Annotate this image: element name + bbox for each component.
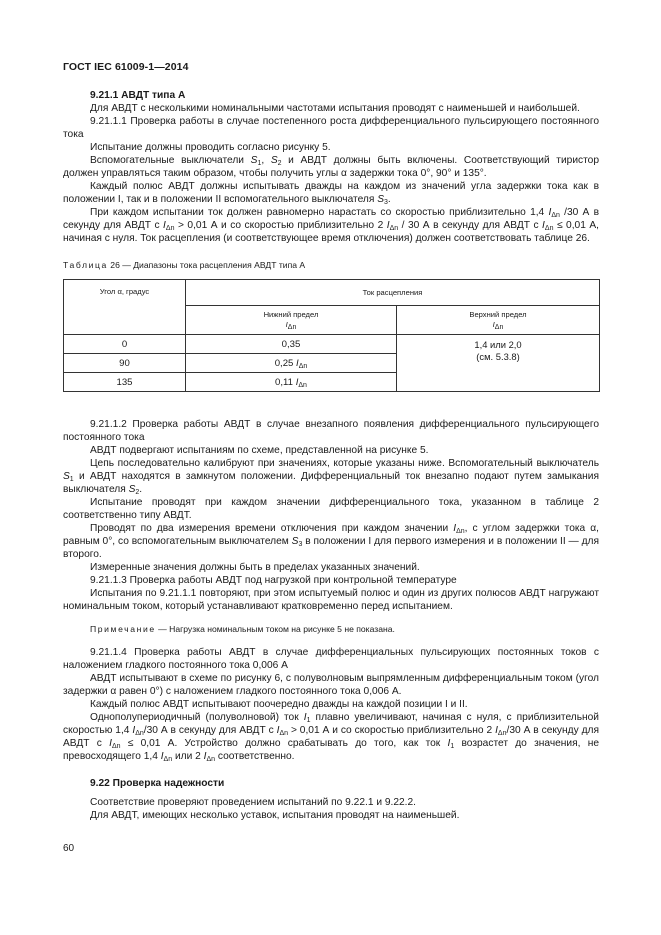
paragraph: Измеренные значения должны быть в пределах указанных значений.: [90, 562, 420, 573]
paragraph: Каждый полюс АВДТ должны испытывать дважды на каждом из значений угла задержки тока как в положении I, так и в положении II вспомогательного выключателя $S_3$.: [63, 181, 599, 206]
document-header: ГОСТ IEC 61009-1—2014: [63, 61, 189, 73]
table-cell-angle: 0: [64, 335, 186, 354]
paragraph: АВДТ подвергают испытаниям по схеме, представленной на рисунке 5.: [90, 445, 429, 456]
paragraph: Испытание должны проводить согласно рисунку 5.: [90, 142, 331, 153]
section-title-9-22: 9.22 Проверка надежности: [90, 778, 225, 789]
subsection-title-9-21-1-2: 9.21.1.2 Проверка работы АВДТ в случае внезапного появления дифференциального пульсирующего постоянного тока: [63, 419, 599, 443]
page-number: 60: [63, 843, 75, 854]
paragraph: Испытание проводят при каждом значении дифференциального тока, указанном в таблице 2 соответственно типу АВДТ.: [63, 497, 599, 521]
paragraph: Каждый полюс АВДТ испытывают поочередно дважды на каждой позиции I и II.: [90, 699, 468, 710]
table-cell-angle: 135: [64, 373, 186, 392]
note: Примечание — Нагрузка номинальным током на рисунке 5 не показана.: [90, 624, 395, 634]
paragraph: Проводят по два измерения времени отключения при каждом значении $I_{\Delta n}$, с углом задержки тока α, равным 0°, со вспомогательным выключателем $S_3$ в положении I для первого измерения и в положении II — для второго.: [63, 523, 599, 560]
paragraph: Испытания по 9.21.1.1 повторяют, при этом испытуемый полюс и один из других полюсов АВДТ нагружают номинальным током, который устанавливают кратковременно перед испытанием.: [63, 588, 599, 612]
paragraph: Соответствие проверяют проведением испытаний по 9.22.1 и 9.22.2.: [90, 797, 416, 808]
paragraph: При каждом испытании ток должен равномерно нарастать со скоростью приблизительно 1,4 $I_{\Delta n}$ /30 А в секунду для АВДТ с $I_{\Delta n} > 0,01$ А и со скоростью приблизительно 2 $I_{\Delta n} / 30$ А в секунду для АВДТ с $I_{\Delta n} \le 0,01$ А, начиная с нуля. Ток расцепления (и соответствующее время отключения) должен соответствовать таблице 26.: [63, 207, 599, 244]
table-row: [64, 335, 600, 354]
subsection-title-9-21-1-4: 9.21.1.4 Проверка работы АВДТ в случае дифференциальных пульсирующих постоянных токов с наложением гладкого постоянного тока 0,006 А: [63, 647, 599, 671]
table-cell-lower: 0,11 $I_{\Delta n}$: [186, 373, 397, 392]
document-body: [63, 89, 599, 822]
table-header-trip-current: Ток расцепления: [186, 280, 600, 306]
table-cell-lower: 0,25 $I_{\Delta n}$: [186, 354, 397, 373]
paragraph: АВДТ испытывают в схеме по рисунку 6, с полуволновым выпрямленным дифференциальным током (угол задержки α равен 0°) с наложением гладкого постоянного тока 0,006 А.: [63, 673, 599, 697]
table-header-angle: Угол α, градус: [64, 280, 186, 335]
paragraph: Для АВДТ, имеющих несколько уставок, испытания проводят на наименьшей.: [90, 810, 460, 821]
paragraph: Для АВДТ с несколькими номинальными частотами испытания проводят с наименьшей и наибольшей.: [90, 103, 580, 114]
subsection-title-9-21-1-1: 9.21.1.1 Проверка работы в случае постепенного роста дифференциального пульсирующего постоянного тока: [63, 116, 599, 140]
trip-current-table: [63, 279, 600, 392]
table-cell-angle: 90: [64, 354, 186, 373]
table-cell-lower: 0,35: [186, 335, 397, 354]
table-header-lower-limit: Нижний предел $I_{\Delta n}$: [186, 306, 397, 335]
paragraph: Цепь последовательно калибруют при значениях, которые указаны ниже. Вспомогательный выключатель $S_1$ и АВДТ находятся в замкнутом положении. Дифференциальный ток внезапно подают путем замыкания выключателя $S_2$.: [63, 458, 599, 496]
section-title-9-21-1: 9.21.1 АВДТ типа А: [90, 90, 186, 101]
table-cell-upper: 1,4 или 2,0 (см. 5.3.8): [397, 335, 600, 392]
paragraph: Вспомогательные выключатели $S_1$, $S_2$ и АВДТ должны быть включены. Соответствующий тиристор должен управляться таким образом, чтобы получить углы α задержки тока 0°, 90° и 135°.: [63, 155, 599, 179]
subsection-title-9-21-1-3: 9.21.1.3 Проверка работы АВДТ под нагрузкой при контрольной температуре: [90, 575, 457, 586]
table-header-upper-limit: Верхний предел $I_{\Delta n}$: [397, 306, 600, 335]
paragraph: Однополупериодичный (полуволновой) ток $I_1$ плавно увеличивают, начиная с нуля, с приблизительной скоростью 1,4 $I_{\Delta n}/30$ А в секунду для АВДТ с $I_{\Delta n} > 0,01$ А и со скоростью приблизительно 2 $I_{\Delta n}/30$ А в секунду для АВДТ с $I_{\Delta n} \le 0,01$ А. Устройство должно срабатывать до того, как ток $I_1$ возрастет до значения, не превосходящего 1,4 $I_{\Delta n}$ или 2 $I_{\Delta n}$ соответственно.: [63, 712, 600, 763]
table-caption: Таблица 26 — Диапазоны тока расцепления АВДТ типа А: [63, 260, 306, 270]
